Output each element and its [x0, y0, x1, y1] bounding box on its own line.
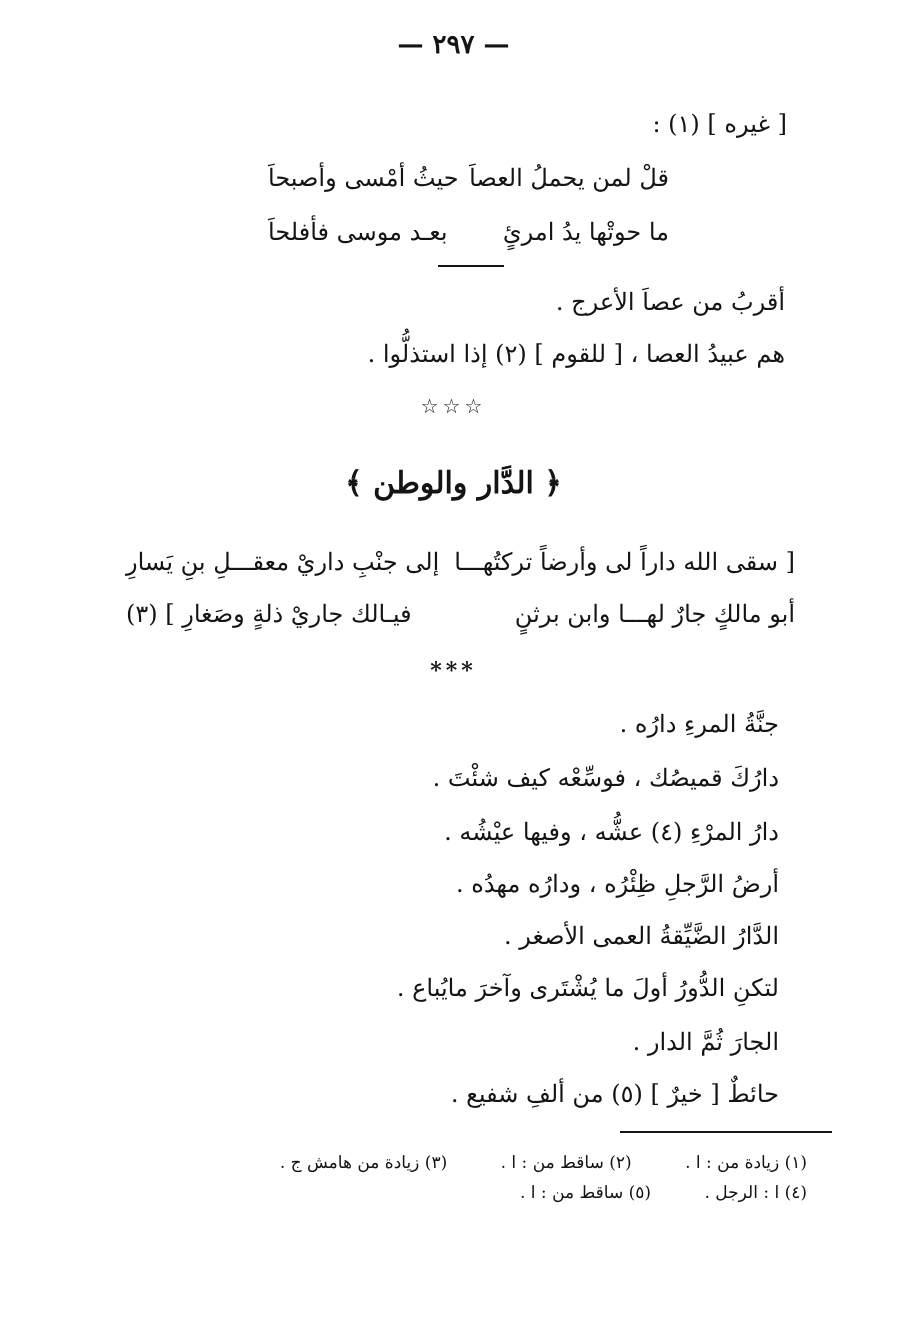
- verse1-line1-hemistich1: قلْ لمن يحملُ العصاَ: [469, 164, 669, 192]
- proverb-line: أقربُ من عصاَ الأعرج .: [555, 288, 785, 316]
- proverb-line: الدَّارُ الضَّيِّقةُ العمى الأصغر .: [503, 922, 779, 950]
- verse1-line2-hemistich2: بعـد موسى فأفلحاَ: [268, 218, 448, 246]
- verse2-line2-hemistich1: أبو مالكٍ جارٌ لهـــا وابن برثنٍ: [514, 600, 795, 628]
- footnote-row: [232, 1150, 807, 1176]
- verse2-line2-hemistich2: فيـالك جاريْ ذلةٍ وصَغارِ ] (٣): [126, 600, 412, 628]
- footnote-2: (٢) ساقط من : ا .: [500, 1153, 632, 1173]
- proverb-line: لتكنِ الدُّورُ أولَ ما يُشْتَرى وآخرَ مايُباع .: [396, 974, 779, 1002]
- footnote-row: [472, 1180, 807, 1206]
- footnote-5: (٥) ساقط من : ا .: [520, 1183, 652, 1203]
- verse2-line1-hemistich2: إلى جنْبِ داريْ معقـــلِ بنِ يَسارِ: [126, 548, 440, 576]
- page-number: — ٢٩٧ —: [397, 30, 510, 60]
- verse1-line2-hemistich1: ما حوتْها يدُ امرئٍ: [502, 218, 669, 246]
- proverb-line: دارُكَ قميصُك ، فوسِّعْه كيف شئْتَ .: [432, 764, 779, 792]
- proverb-line: جنَّةُ المرءِ دارُه .: [619, 710, 779, 738]
- proverb-line: الجارَ ثُمَّ الدار .: [632, 1028, 779, 1056]
- intro-attribution: [ غيره ] (١) :: [652, 110, 787, 138]
- footnote-3: (٣) زيادة من هامش ج .: [279, 1153, 448, 1173]
- section-title: ﴿ الدَّار والوطن ﴾: [345, 466, 562, 501]
- footnote-4: (٤) ا : الرجل .: [704, 1183, 807, 1203]
- asterisk-separator: ***: [430, 658, 477, 684]
- proverb-line: دارُ المرْءِ (٤) عشُّه ، وفيها عيْشُه .: [444, 818, 779, 846]
- footnote-rule: [620, 1131, 832, 1133]
- verse2-line1-hemistich1: [ سقى الله داراً لى وأرضاً تركتُهـــا: [454, 548, 795, 576]
- proverb-line: هم عبيدُ العصا ، [ للقوم ] (٢) إذا استذلُّوا .: [367, 340, 785, 368]
- verse1-line1-hemistich2: حيثُ أمْسى وأصبحاَ: [268, 164, 459, 192]
- short-divider: [438, 265, 504, 267]
- proverb-line: أرضُ الرَّجلِ ظِئْرُه ، ودارُه مهدُه .: [455, 870, 779, 898]
- proverb-line: حائطٌ [ خيرٌ ] (٥) من ألفِ شفيع .: [450, 1080, 779, 1108]
- footnote-1: (١) زيادة من : ا .: [685, 1153, 807, 1173]
- star-separator: ☆☆☆: [420, 394, 487, 418]
